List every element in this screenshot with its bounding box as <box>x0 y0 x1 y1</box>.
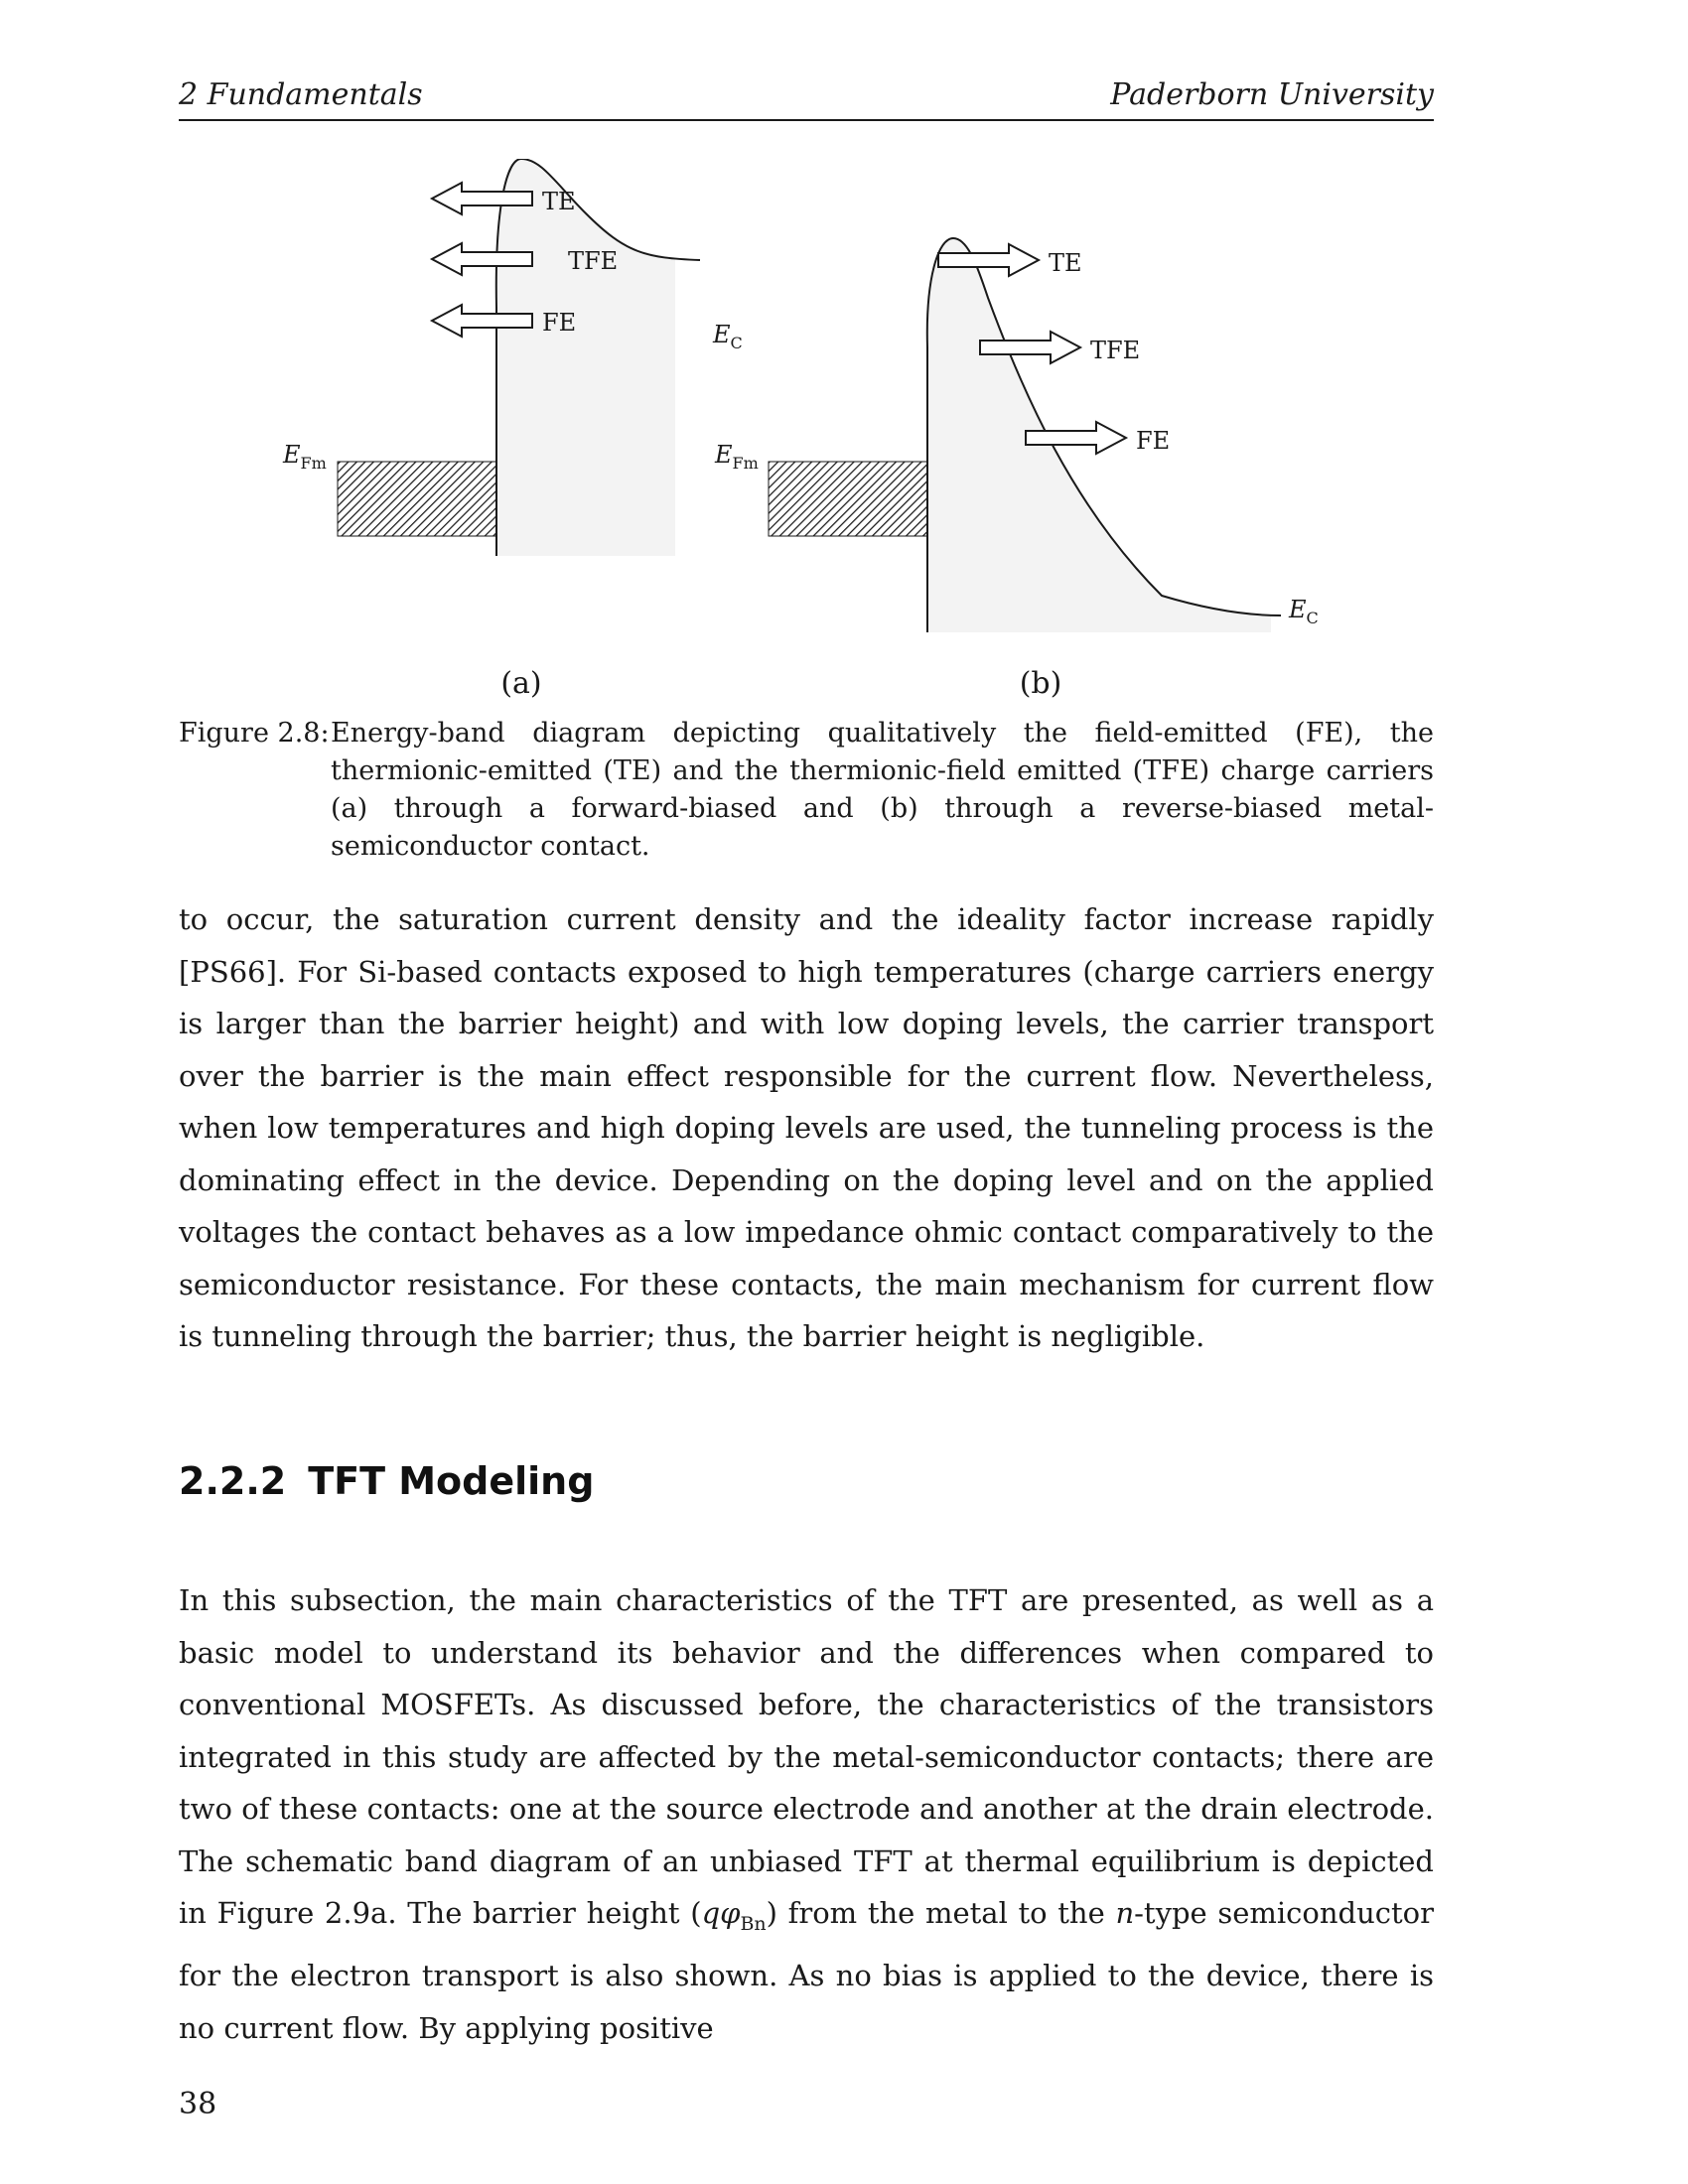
body-paragraph-2 <box>179 1574 1434 2054</box>
panel-a-tfe-label: TFE <box>568 247 619 275</box>
paragraph-2-text-b: ) from the metal to the <box>766 1896 1116 1930</box>
symbol-phi-subscript: Bn <box>740 1912 767 1935</box>
figure-caption <box>179 715 1434 866</box>
band-diagram <box>179 159 1434 715</box>
panel-a-efm-label: EFm <box>283 441 327 473</box>
caption-number: Figure 2.8: <box>179 718 330 749</box>
panel-b-metal-hatch <box>769 462 927 536</box>
panel-b-efm-label: EFm <box>715 441 759 473</box>
panel-a-semiconductor-region <box>496 159 675 556</box>
running-header <box>179 77 1434 121</box>
paragraph-2-text-a: In this subsection, the main characteristics of the TFT are presented, as well as a basic model to understand its behavior and the differences when compared to conventional MOSFETs. As discussed before, the characteristics of the transistors integrated in this study are affected by the metal-semiconductor contacts; there are two of these contacts: one at the source electrode and another at the drain electrode. The schematic band diagram of an unbiased TFT at thermal equilibrium is depicted in Figure 2.9a. The barrier height ( <box>179 1583 1434 1930</box>
institution-name: Paderborn University <box>1110 77 1434 112</box>
section-title: TFT Modeling <box>308 1459 595 1503</box>
panel-b-tfe-label: TFE <box>1090 337 1141 364</box>
panel-a-metal-hatch <box>338 462 496 536</box>
chapter-title: 2 Fundamentals <box>179 77 423 112</box>
figure-2-8 <box>179 159 1434 715</box>
symbol-phi: φ <box>720 1896 741 1930</box>
panel-b-fe-label: FE <box>1136 427 1171 455</box>
section-number: 2.2.2 <box>179 1459 287 1503</box>
panel-a <box>282 159 743 701</box>
page-number: 38 <box>179 2087 217 2121</box>
section-heading <box>179 1459 594 1503</box>
body-paragraph-1: to occur, the saturation current density and the ideality factor increase rapidly [PS66]. For Si-based contacts exposed to high temperatures (charge carriers energy is larger than the barrier height) and with low doping levels, the carrier transport over the barrier is the main effect responsible for the current flow. Nevertheless, when low temperatures and high doping levels are used, the tunneling process is the dominating effect in the device. Depending on the doping level and on the applied voltages the contact behaves as a low impedance ohmic contact comparatively to the semiconductor resistance. For these contacts, the main mechanism for current flow is tunneling through the barrier; thus, the barrier height is negligible. <box>179 902 1434 1353</box>
panel-b-ec-label: EC <box>1289 596 1319 627</box>
panel-b <box>714 238 1319 701</box>
panel-a-ec-label: EC <box>713 321 743 352</box>
panel-a-sublabel: (a) <box>500 666 542 701</box>
paragraph-2-text-c: -type semiconductor for the electron transport is also shown. As no bias is applied to the device, there is no current flow. By applying positive <box>179 1896 1434 2045</box>
panel-b-sublabel: (b) <box>1019 666 1062 701</box>
panel-a-fe-label: FE <box>542 309 577 337</box>
symbol-n: n <box>1115 1896 1135 1930</box>
symbol-q: q <box>701 1896 721 1930</box>
panel-b-te-label: TE <box>1049 249 1082 277</box>
panel-a-te-label: TE <box>542 188 576 215</box>
caption-text: Energy-band diagram depicting qualitatively the field-emitted (FE), the thermionic-emitted (TE) and the thermionic-field emitted (TFE) charge carriers (a) through a forward-biased and (b) through a reverse-biased metal-semiconductor contact. <box>331 718 1434 862</box>
